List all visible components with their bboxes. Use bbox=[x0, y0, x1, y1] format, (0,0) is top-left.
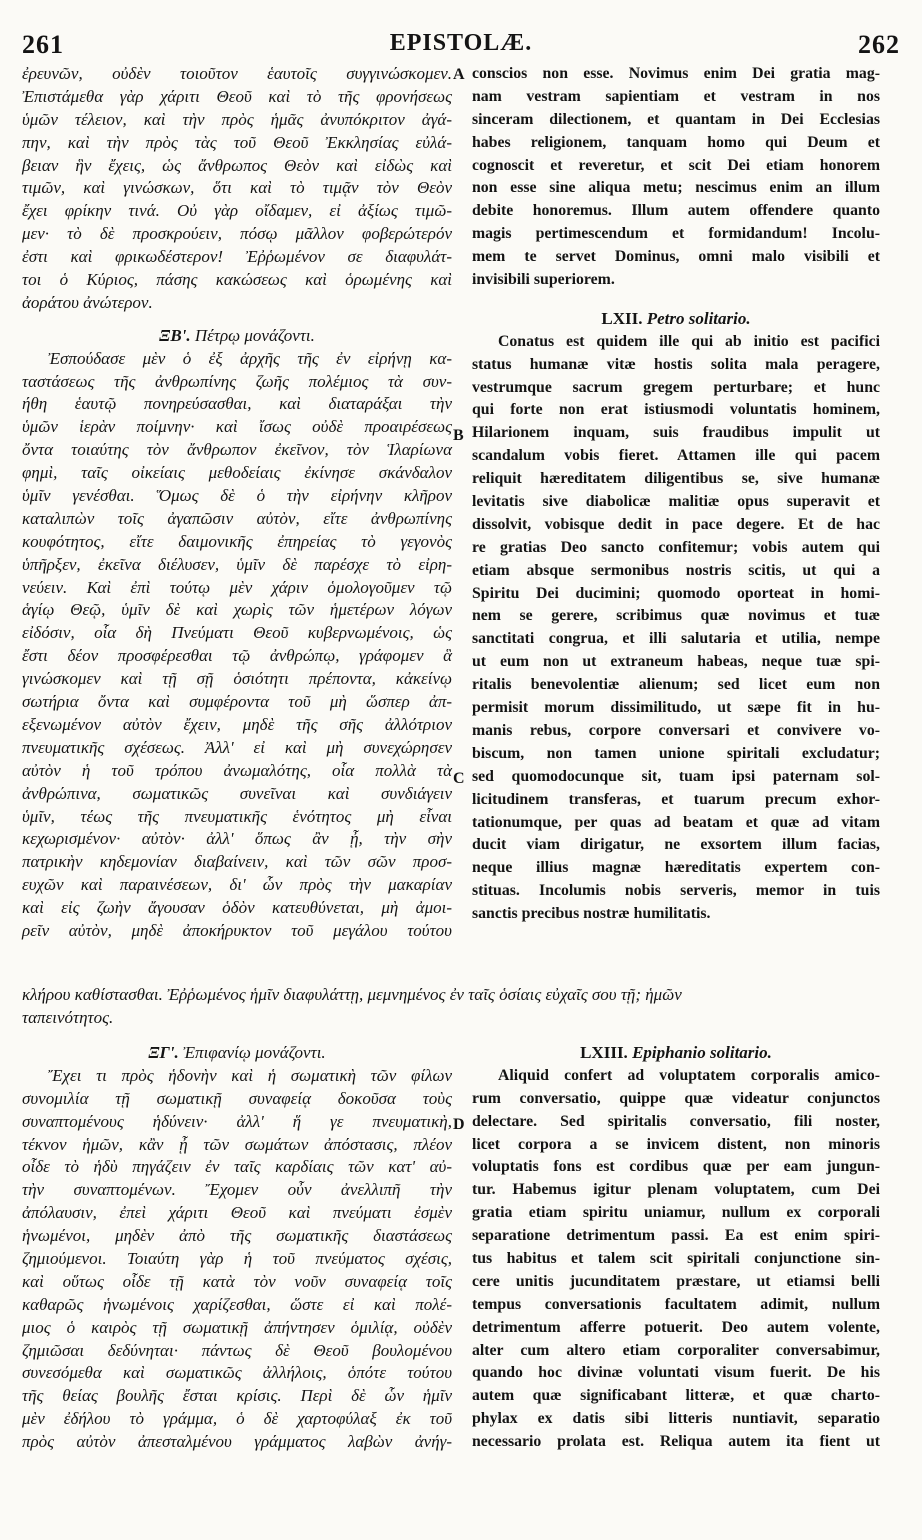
text-line: πνευματικῆς σχέσεως. Ἀλλ' εἰ καὶ μὴ συνεχώρησεν bbox=[22, 737, 452, 757]
text-line: ὑπῆρξεν, ἐκεῖνα διέλυσεν, ὑμῖν δὲ παρέσχε τὸ εἰρη- bbox=[22, 554, 452, 574]
text-line: dissolvit, vobisque dedit in pace degere. Et de hac bbox=[472, 515, 880, 533]
text-line: ducit viam dirigatur, ne exsortem illum facias, bbox=[472, 836, 880, 854]
text-line: ήθη ἑαυτῷ πονηρεύσασθαι, καὶ διαταράξαι τὴν bbox=[22, 394, 452, 414]
text-line: συνεσόμεθα καὶ σωματικῶς ἀλλήλοις, ὁπότε τούτου bbox=[22, 1363, 452, 1383]
text-line: Hilarionem inquam, suis fraudibus impulit ut bbox=[472, 424, 880, 442]
greek-letter-62-text bbox=[22, 348, 452, 943]
spanning-text-line: κλήρου καθίστασθαι. Ἐῤῥωμένος ἡμῖν διαφυλάττῃ, μεμνημένος ἐν ταῖς ὁσίαις εὐχαῖς σου τῇ; ἡμῶν bbox=[22, 985, 682, 1004]
text-line: sanctitati congrua, et illi salutaria et utilia, nempe bbox=[472, 630, 880, 648]
text-line: ὑμῖν, τέως τῆς πνευματικῆς ἑνότητος μὴ εἶναι bbox=[22, 806, 452, 826]
text-line: sinceram dilectionem, et quantam in Dei Ecclesias bbox=[472, 110, 880, 128]
text-line: nem se gerere, scribimus quæ novimus et tuæ bbox=[472, 607, 880, 625]
text-line: τοι ὁ Κύριος, πάσης κακώσεως καὶ ὁρωμένης καὶ bbox=[22, 270, 452, 290]
margin-marker-b: B bbox=[453, 427, 464, 444]
latin-column-lower bbox=[472, 1042, 880, 1454]
text-line: Ἔχει τι πρὸς ἡδονὴν καὶ ἡ σωματικὴ τῶν φίλων bbox=[48, 1065, 452, 1085]
text-line: tempus conversationis facultatem adimit, nullum bbox=[472, 1295, 880, 1313]
text-line: cere unitis jucunditatem præstare, ut etiamsi belli bbox=[472, 1272, 880, 1290]
latin-section-62-heading bbox=[472, 308, 880, 331]
text-line: status humanæ vitæ hostis solita mala peragere, bbox=[472, 355, 880, 373]
latin-section-63-number: LXIII. bbox=[580, 1043, 628, 1062]
text-line: voluptatis fons est cordibus quæ per eam jungun- bbox=[472, 1158, 880, 1176]
text-line: ἔστι δέον προσφέρεσθαι τῷ ἀνθρώπῳ, γράφομεν ἃ bbox=[22, 646, 452, 666]
text-line: ζημιούμενοι. Τοιαύτη γὰρ ἡ τοῦ πνεύματος σχέσις, bbox=[22, 1249, 452, 1269]
greek-column bbox=[22, 63, 452, 943]
text-line: ἔχει φρίκην τινά. Οὐ γὰρ οἴδαμεν, εἰ ἀξίως τιμῶ- bbox=[22, 201, 452, 221]
text-line: licet corpora a se invicem distent, non minoris bbox=[472, 1135, 880, 1153]
latin-letter-62-text bbox=[472, 331, 880, 926]
text-line: καὶ οὕτως οἶδε τῇ κατὰ τὸν νοῦν συναφείᾳ τοῖς bbox=[22, 1271, 452, 1291]
text-line: τῆς θείας βουλῆς ἔσται κρίσις. Περὶ δὲ ὧν ἡμῖν bbox=[22, 1386, 452, 1406]
text-line: tus habitus et talem scit spiritali conjunctione sin- bbox=[472, 1250, 880, 1268]
text-line: Spiritu Dei ducimini; quomodo oporteat in homi- bbox=[472, 584, 880, 602]
text-line: ἀπόλαυσιν, ἐπεὶ χάριτι Θεοῦ καὶ πνεύματι ἐσμὲν bbox=[22, 1203, 452, 1223]
greek-letter-62-closing: ταπεινότητος. bbox=[22, 1007, 114, 1027]
text-line: καθαρῶς ἡνωμένοις χαρίζεσθαι, ὥστε εἰ καὶ πολέ- bbox=[22, 1294, 452, 1314]
text-line: detrimentum afferre potuerit. Deo autem volente, bbox=[472, 1318, 880, 1336]
greek-column-lower bbox=[22, 1042, 452, 1454]
text-line: τιμῶν, καὶ γινώσκων, ὅτι καὶ τὸ τιμᾷν τὸν Θεὸν bbox=[22, 178, 452, 198]
text-line: manis rebus, corpore conversari et convivere vo- bbox=[472, 721, 880, 739]
text-line: permisit morum dissimilitudo, ut sæpe fit in hu- bbox=[472, 699, 880, 717]
text-line: habes religionem, tanquam homo qui Deum et bbox=[472, 133, 880, 151]
text-line: quando hoc divinæ voluntati visum fuerit. De his bbox=[472, 1364, 880, 1382]
text-line: gratia etiam spiritu uniamur, nullum ex corporali bbox=[472, 1204, 880, 1222]
greek-letter-63-text bbox=[22, 1065, 452, 1454]
text-line: συναπτομένους ἡδύνειν· ἀλλ' ἥ γε πνευματικὴ, bbox=[22, 1111, 452, 1131]
text-line: alter cum altero etiam corporaliter conversabimur, bbox=[472, 1341, 880, 1359]
text-line: tationumque, per quas ad beatam et quæ ad vitam bbox=[472, 813, 880, 831]
text-line: stituas. Incolumis nobis serveris, memor in tuis bbox=[472, 882, 880, 900]
text-line: καὶ εἰς ζωὴν ἄγουσαν ὁδὸν κατευθύνεται, μὴ ἀμοι- bbox=[22, 898, 452, 918]
greek-section-63-title: Ἐπιφανίῳ μονάζοντι. bbox=[183, 1043, 326, 1062]
text-line: οἶδε τὸ ἡδὺ πηγάζειν ἐν ταῖς καρδίαις τῶν κατ' αὐ- bbox=[22, 1157, 452, 1177]
header-title: EPISTOLÆ. bbox=[389, 30, 533, 56]
text-line: κεχωρισμένον· αὐτὸν· ἀλλ' ὅπως ἂν ᾖ, τὴν σὴν bbox=[22, 829, 452, 849]
latin-section-63-title: Epiphanio solitario. bbox=[632, 1043, 772, 1062]
text-line: mem te servet Dominus, omni malo visibili et bbox=[472, 248, 880, 266]
latin-section-62-title: Petro solitario. bbox=[646, 308, 751, 328]
text-line: συνομιλία τῇ σωματικῇ συναφείᾳ δοκοῦσα τοὺς bbox=[22, 1088, 452, 1108]
text-line: πην, καὶ τὴν πρὸς τὰς τοῦ Θεοῦ Ἐκκλησίας εὐλά- bbox=[22, 132, 452, 152]
text-line: magis pertimescendum et formidandum! Incolu- bbox=[472, 225, 880, 243]
text-line: nam vestram sapientiam et vestram in nos bbox=[472, 87, 880, 105]
text-line: rum conversatio, quippe quæ videatur conjunctos bbox=[472, 1089, 880, 1107]
text-line: γινώσκομεν καὶ τῇ σῇ ὁσιότητι πρέποντα, κἀκείνῳ bbox=[22, 669, 452, 689]
margin-marker-c: C bbox=[453, 770, 465, 787]
text-line: τὴν συναπτομένων. Ἔχομεν οὖν ἀνελλιπῆ τὴν bbox=[22, 1180, 452, 1200]
text-line: μὲν ἐδήλου τὸ γράμμα, ὁ δὲ χαρτοφύλαξ ἐκ τοῦ bbox=[22, 1409, 452, 1429]
text-line: ταστάσεως τῆς ἀνθρωπίνης ζωῆς πολέμιος τὰ συν- bbox=[22, 371, 452, 391]
page-number-right: 262 bbox=[858, 30, 900, 59]
text-line: βειαν ἣν ἔχεις, ὡς ἄνθρωπος Θεὸν καὶ εἰδὼς καὶ bbox=[22, 155, 452, 175]
text-line: καταλιπὼν τοῖς ἀγαπῶσιν αὐτὸν, εἴτε ἀνθρωπίνης bbox=[22, 508, 452, 528]
text-line: non esse sine aliqua metu; nescimus enim an illum bbox=[472, 179, 880, 197]
text-line: πρὸς αὐτὸν ἀπεσταλμένου γράμματος λαβὼν ἀνήγ- bbox=[22, 1432, 452, 1452]
text-line: etiam absque sermonibus nostris scitis, ut qui a bbox=[472, 561, 880, 579]
text-line: Ἐπιστάμεθα γὰρ χάριτι Θεοῦ καὶ τὸ τῆς φρονήσεως bbox=[22, 86, 452, 106]
greek-section-62-heading bbox=[22, 325, 452, 348]
text-line: μιος ὁ καιρὸς τῇ σωματικῇ ἀπήντησεν ὁμιλίᾳ, οὐδὲν bbox=[22, 1317, 452, 1337]
text-line: ἡνωμένοι, μηδὲν ἀπὸ τῆς σωματικῆς διαστάσεως bbox=[22, 1226, 452, 1246]
text-line: phylax ex datis sibi litteris nuntiavit, separatio bbox=[472, 1410, 880, 1428]
text-line: Aliquid confert ad voluptatem corporalis amico- bbox=[498, 1066, 880, 1084]
greek-section-62-number: ΞΒʹ. bbox=[159, 325, 191, 345]
text-line: vestrumque sacrum gregem perturbare; et hunc bbox=[472, 378, 880, 396]
text-line: τέκνον ἡμῶν, κἂν ᾖ τῶν σωμάτων ἀπόστασις, πλέον bbox=[22, 1134, 452, 1154]
text-line: ut eum non ut extraneum habeas, neque tuæ spi- bbox=[472, 653, 880, 671]
latin-opening-text bbox=[472, 63, 880, 292]
text-line: conscios non esse. Novimus enim Dei gratia mag- bbox=[472, 65, 880, 82]
text-line: ζημιῶσαι δεδύνηται· πάντως δὲ Θεοῦ βουλομένου bbox=[22, 1340, 452, 1360]
text-line: σωτήρια ὄντα καὶ συμφέροντα τοῦ μὴ ὥσπερ ἀπ- bbox=[22, 692, 452, 712]
greek-section-62-title: Πέτρῳ μονάζοντι. bbox=[194, 325, 315, 345]
latin-section-63-heading bbox=[472, 1042, 880, 1065]
running-header bbox=[22, 30, 900, 60]
text-line: licitudinem transferas, et tuarum precum exhor- bbox=[472, 790, 880, 808]
text-line: ritalis benevolentiæ alienum; sed licet eum non bbox=[472, 676, 880, 694]
margin-marker-d: D bbox=[453, 1116, 465, 1133]
text-line: cognoscit et reveretur, et scit Dei etiam honorem bbox=[472, 156, 880, 174]
latin-section-62-number: LXII. bbox=[601, 308, 643, 328]
text-line: Ἐσπούδασε μὲν ὁ ἐξ ἀρχῆς τῆς ἐν εἰρήνῃ κα- bbox=[48, 348, 452, 368]
text-line: ἀνθρώπινα, σωματικῶς συνεῖναι καὶ συνδιάγειν bbox=[22, 783, 452, 803]
text-line: reliquit hæreditatem diligentibus se, sive humanæ bbox=[472, 470, 880, 488]
text-line: re gratias Deo sancto confitemur; vobis autem qui bbox=[472, 538, 880, 556]
text-line: sanctis precibus nostræ humilitatis. bbox=[472, 905, 711, 923]
text-line: levitatis sive diabolicæ malitiæ opus superavit et bbox=[472, 493, 880, 511]
text-line: separatione detrimentum passi. Ea est enim spiri- bbox=[472, 1227, 880, 1245]
text-line: εξενωμένον αὐτὸν ἔχειν, μηδὲ τῆς σῆς ἀλλότριον bbox=[22, 714, 452, 734]
text-line: ἀοράτου ἀνώτερον. bbox=[22, 292, 153, 312]
text-line: delectare. Sed spiritalis conversatio, fili noster, bbox=[472, 1112, 880, 1130]
text-line: αὐτὸν ἡ τοῦ τρόπου ἀνωμαλότης, οἷα πολλὰ τὰ bbox=[22, 760, 452, 780]
text-line: ὑμῶν τέλειον, καὶ τὴν πρὸς ἡμᾶς ἀνυπόκριτον ἀγά- bbox=[22, 109, 452, 129]
text-line: qui forte non erat istiusmodi voluntatis hominem, bbox=[472, 401, 880, 419]
latin-column bbox=[472, 63, 880, 926]
text-line: ὑμῖν γενέσθαι. Ὅμως δὲ ὁ τὴν εἰρήνην κλῆρον bbox=[22, 486, 452, 506]
text-line: sed quomodocunque sit, tuam ipsi paternam sol- bbox=[472, 767, 880, 785]
text-line: debite honoremus. Illum autem offendere quanto bbox=[472, 202, 880, 220]
greek-opening-text bbox=[22, 63, 452, 315]
greek-section-63-heading bbox=[22, 1042, 452, 1065]
text-line: biscum, non tamen unione spiritali excludatur; bbox=[472, 744, 880, 762]
text-line: ἐστι καὶ φρικωδέστερον! Ἐῤῥωμένον σε διαφυλάτ- bbox=[22, 247, 452, 267]
page-number-left: 261 bbox=[22, 30, 64, 59]
text-line: ὑμῶν ἱερὰν ποίμνην· καὶ ἴσως οὐδὲ προαιρέσεως bbox=[22, 417, 452, 437]
text-line: necessario prolata est. Reliqua autem ita fient ut bbox=[472, 1433, 880, 1451]
text-line: ευχῶν καὶ παραινέσεων, δι' ὧν πρὸς τὴν μακαρίαν bbox=[22, 875, 452, 895]
full-width-line bbox=[22, 984, 880, 1030]
text-line: νεύειν. Καὶ ἐπὶ τούτῳ μὲν χάριν ὁμολογοῦμεν τῷ bbox=[22, 577, 452, 597]
text-line: tur. Habemus igitur plenam voluptatem, cum Dei bbox=[472, 1181, 880, 1199]
text-line: φημὶ, ταῖς οἰκείαις μεθοδείαις ἐκίνησε σκάνδαλον bbox=[22, 463, 452, 483]
text-line: Conatus est quidem ille qui ab initio est pacifici bbox=[498, 332, 880, 350]
greek-section-63-number: ΞΓʹ. bbox=[148, 1043, 179, 1062]
text-line: εἰδόσιν, οἷα δὴ Πνεύματι Θεοῦ κυβερνωμένοις, ὡς bbox=[22, 623, 452, 643]
text-line: neque illius magnæ hæreditatis expertem con- bbox=[472, 859, 880, 877]
margin-marker-a: A bbox=[453, 66, 465, 83]
text-line: ρεῖν αὐτὸν, μηδὲ ἀποκήρυκτον τοῦ μεγάλου τούτου bbox=[22, 920, 452, 940]
text-line: ὄντα τοιαύτης τὸν ἄνθρωπον ἐκεῖνον, τὸν Ἱλαρίωνα bbox=[22, 440, 452, 460]
text-line: πατρικὴν κηδεμονίαν διαβαίνειν, καὶ τῶν σῶν προσ- bbox=[22, 852, 452, 872]
text-line: μεν· τὸ δὲ προσκρούειν, πόσῳ μᾶλλον φοβερώτερόν bbox=[22, 224, 452, 244]
text-line: invisibili superiorem. bbox=[472, 271, 615, 289]
text-line: ἁγίῳ Θεῷ, ὑμῖν δὲ καὶ χωρὶς τῶν ἡμετέρων λόγων bbox=[22, 600, 452, 620]
text-line: κουφότητος, εἴτε δαιμονικῆς ἐπηρείας τὸ γεγονὸς bbox=[22, 531, 452, 551]
latin-letter-63-text bbox=[472, 1065, 880, 1454]
text-line: autem quæ significabant litteræ, et quæ charto- bbox=[472, 1387, 880, 1405]
text-line: ἐρευνῶν, οὐδὲν τοιοῦτον ἑαυτοῖς συγγινώσκομεν. bbox=[22, 64, 452, 83]
text-line: scandalum vobis fieret. Attamen ille qui pacem bbox=[472, 447, 880, 465]
